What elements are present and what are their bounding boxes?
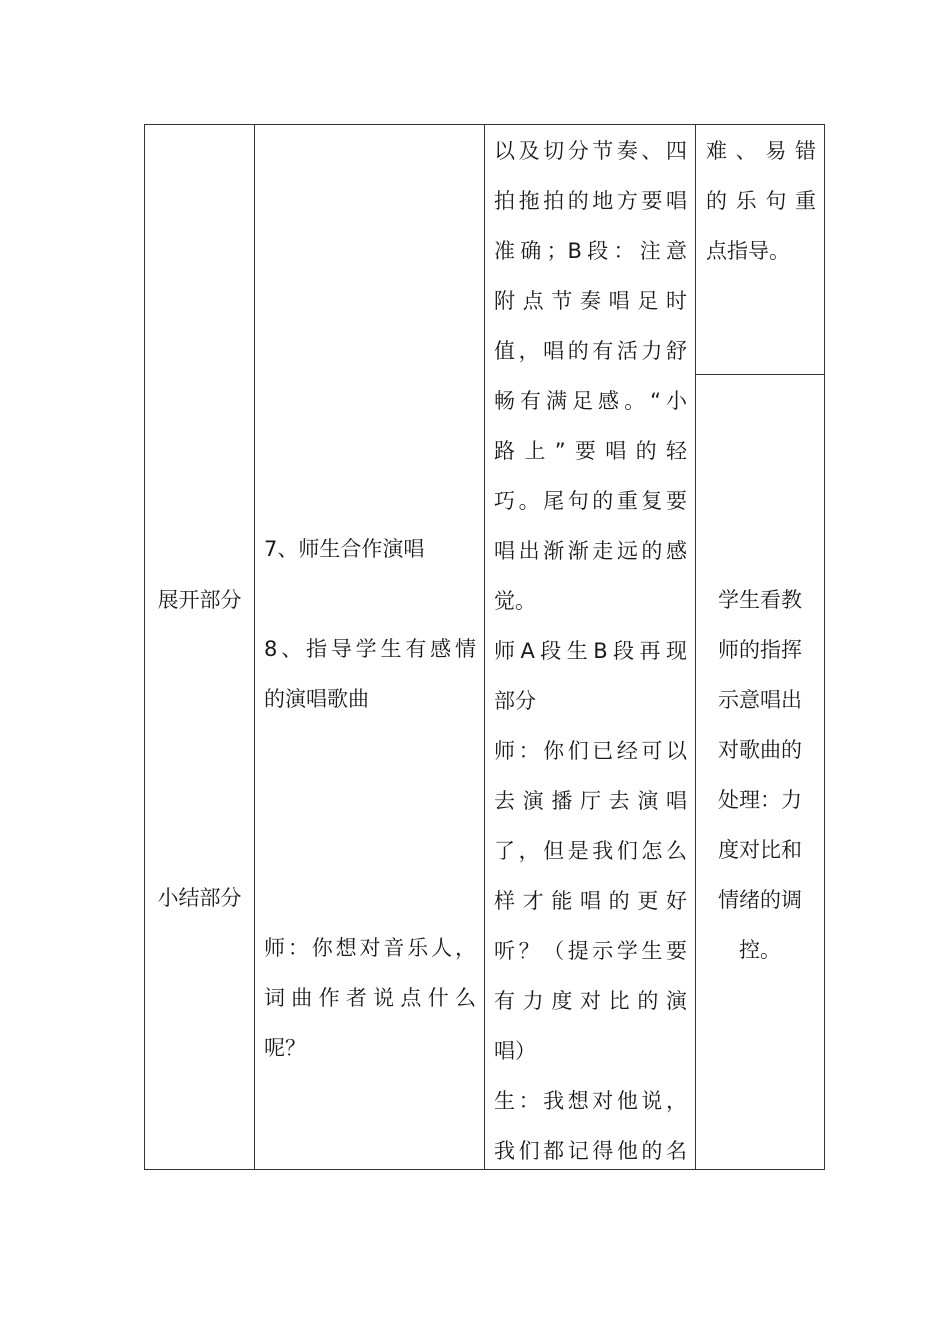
process-item-8 [264,624,476,724]
note-row-divider [695,374,825,375]
content-line: 拍拖拍的地方要唱 [494,189,687,213]
content-line: 样才能唱的更好 [494,889,687,913]
content-line: 部分 [494,689,536,713]
content-line: 附点节奏唱足时 [494,289,687,313]
content-line: 巧。尾句的重复要 [494,489,687,513]
content-line: 唱出渐渐走远的感 [494,539,687,563]
process-question-line-2: 词曲作者说点什么 [264,986,476,1010]
content-line: 觉。 [494,589,536,613]
note-bottom-line: 处理：力 [718,788,802,812]
content-line: 我们都记得他的名 [494,1139,687,1163]
content-line: 去演播厅去演唱 [494,789,687,813]
note-bottom-line: 度对比和 [718,838,802,862]
process-question [264,923,476,1073]
content-line: 师A段生B段再现 [494,639,687,663]
note-bottom-line: 师的指挥 [718,638,802,662]
process-question-line-3: 呢？ [264,1036,306,1060]
content-line: 唱） [494,1039,536,1063]
content-line: 以及切分节奏、四 [494,139,687,163]
process-item-8-line-1: 8、指导学生有感情 [264,637,476,661]
note-bottom [696,575,824,975]
note-bottom-line: 情绪的调 [718,888,802,912]
note-top-line: 的乐句重 [706,189,816,213]
content-line: 生：我想对他说， [494,1089,687,1113]
column-divider-2 [484,124,485,1170]
stage-label-expand: 展开部分 [157,588,242,612]
content-line: 有力度对比的演 [494,989,687,1013]
note-top-line: 点指导。 [706,239,790,263]
content-line: 准确；B段：注意 [494,239,687,263]
content-column [494,126,687,1176]
content-line: 听？（提示学生要 [494,939,687,963]
note-bottom-line: 学生看教 [718,588,802,612]
stage-label-summary: 小结部分 [157,886,242,910]
content-line: 师：你们已经可以 [494,739,687,763]
column-divider-1 [254,124,255,1170]
content-line: 值，唱的有活力舒 [494,339,687,363]
process-question-line-1: 师：你想对音乐人， [264,936,476,960]
content-line: 畅有满足感。“小 [494,389,687,413]
process-item-8-line-2: 的演唱歌曲 [264,687,369,711]
note-top [706,126,816,276]
note-bottom-line: 示意唱出 [718,688,802,712]
note-top-line: 难、易错 [706,139,816,163]
process-item-7: 7、师生合作演唱 [264,537,425,561]
table-border-left [144,124,145,1170]
note-bottom-line: 控。 [739,938,781,962]
table-border-right [824,124,825,1170]
content-line: 了，但是我们怎么 [494,839,687,863]
content-line: 路上”要唱的轻 [494,439,687,463]
note-bottom-line: 对歌曲的 [718,738,802,762]
